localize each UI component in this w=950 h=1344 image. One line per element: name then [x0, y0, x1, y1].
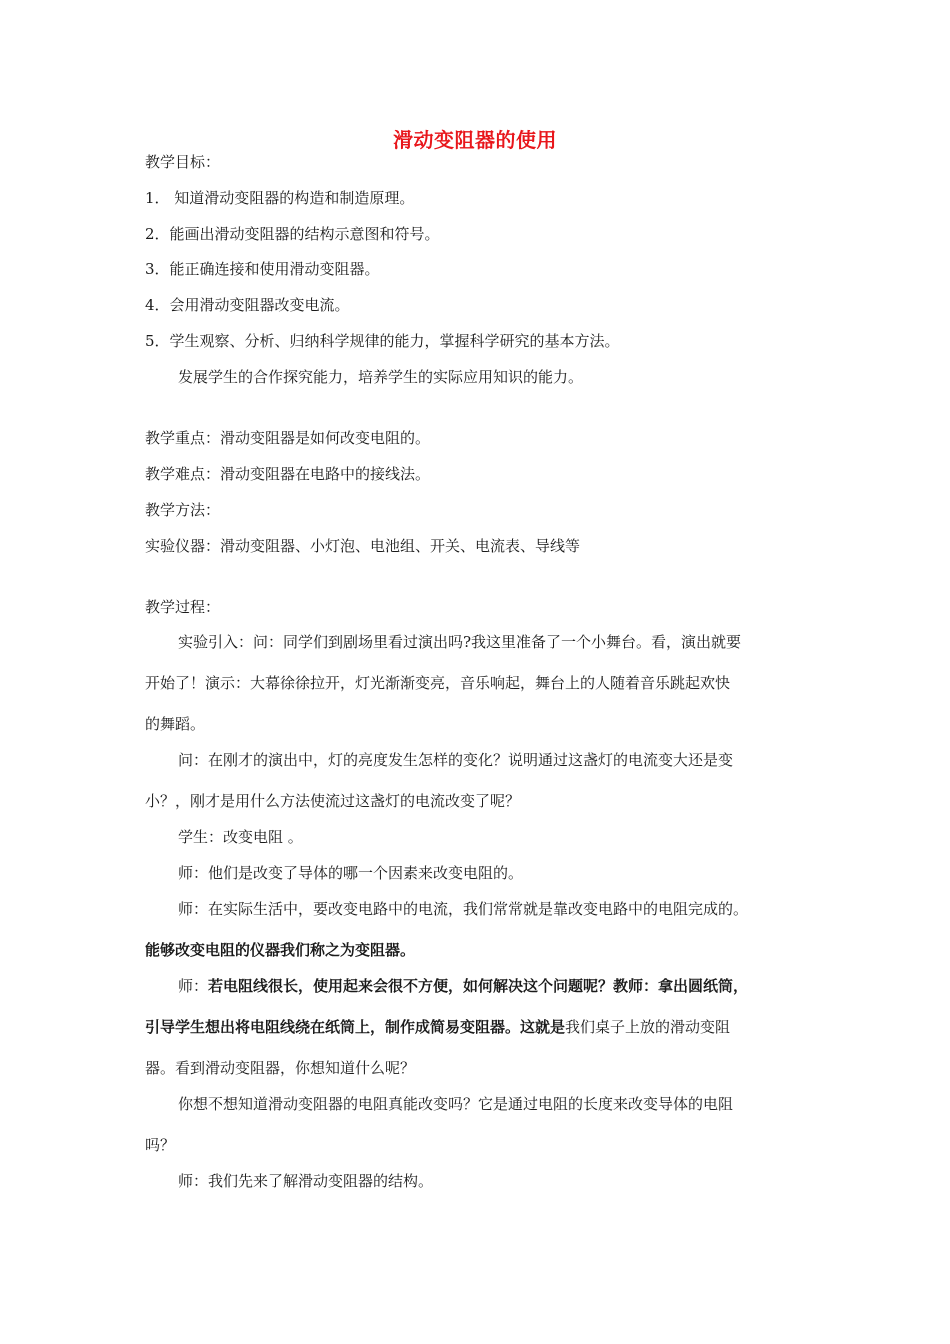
speaker-label: 师： — [178, 977, 209, 995]
paragraph-line: 实验引入：问：同学们到剧场里看过演出吗?我这里准备了一个小舞台。看，演出就要 — [178, 633, 742, 651]
paragraph-line: 师：在实际生活中，要改变电路中的电流，我们常常就是靠改变电路中的电阻完成的。 — [178, 900, 749, 918]
document-title: 滑动变阻器的使用 — [393, 128, 557, 152]
difficult-point: 教学难点：滑动变阻器在电路中的接线法。 — [145, 465, 431, 483]
objective-extra: 发展学生的合作探究能力，培养学生的实际应用知识的能力。 — [178, 368, 584, 386]
paragraph-line: 的舞蹈。 — [145, 715, 206, 733]
objective-item: 2．能画出滑动变阻器的结构示意图和符号。 — [145, 225, 440, 243]
process-heading: 教学过程： — [145, 598, 221, 616]
plain-text: 我们桌子上放的滑动变阻 — [565, 1018, 731, 1036]
paragraph-line: 师：他们是改变了导体的哪一个因素来改变电阻的。 — [178, 864, 524, 882]
paragraph-line: 问：在刚才的演出中，灯的亮度发生怎样的变化？说明通过这盏灯的电流变大还是变 — [178, 751, 734, 769]
paragraph-line: 学生：改变电阻 。 — [178, 828, 303, 846]
paragraph-line: 能够改变电阻的仪器我们称之为变阻器。 — [145, 941, 416, 959]
objectives-heading: 教学目标： — [145, 153, 221, 171]
equipment-list: 实验仪器：滑动变阻器、小灯泡、电池组、开关、电流表、导线等 — [145, 537, 581, 555]
objective-item: 3．能正确连接和使用滑动变阻器。 — [145, 260, 380, 278]
paragraph-line: 吗？ — [145, 1136, 176, 1154]
objective-item: 1． 知道滑动变阻器的构造和制造原理。 — [145, 189, 415, 207]
paragraph-line: 你想不想知道滑动变阻器的电阻真能改变吗？它是通过电阻的长度来改变导体的电阻 — [178, 1095, 734, 1113]
objective-item: 5．学生观察、分析、归纳科学规律的能力，掌握科学研究的基本方法。 — [145, 332, 620, 350]
paragraph-line: 小？，刚才是用什么方法使流过这盏灯的电流改变了呢？ — [145, 792, 521, 810]
objective-item: 4．会用滑动变阻器改变电流。 — [145, 296, 350, 314]
teaching-method: 教学方法： — [145, 501, 221, 519]
bold-text: 若电阻线很长，使用起来会很不方便，如何解决这个问题呢？教师：拿出圆纸筒， — [208, 977, 749, 995]
paragraph-line: 开始了！演示：大幕徐徐拉开，灯光渐渐变亮，音乐响起，舞台上的人随着音乐跳起欢快 — [145, 674, 731, 692]
paragraph-line — [178, 976, 748, 996]
key-point: 教学重点：滑动变阻器是如何改变电阻的。 — [145, 429, 431, 447]
paragraph-line: 器。看到滑动变阻器，你想知道什么呢？ — [145, 1059, 416, 1077]
paragraph-line — [145, 1017, 730, 1037]
paragraph-line: 师：我们先来了解滑动变阻器的结构。 — [178, 1172, 434, 1190]
bold-text: 引导学生想出将电阻线绕在纸筒上，制作成简易变阻器。这就是 — [145, 1018, 566, 1036]
